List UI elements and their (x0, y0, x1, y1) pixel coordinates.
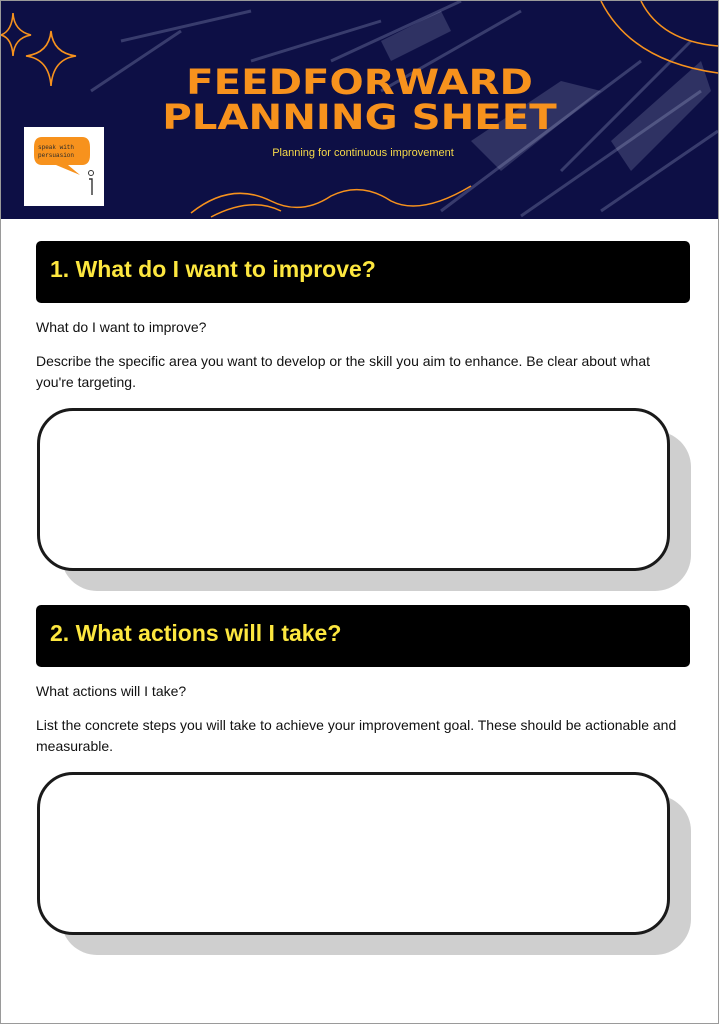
section-2-answer-box[interactable] (37, 772, 670, 935)
section-1-description: Describe the specific area you want to develop or the skill you aim to enhance. Be clear about what you're targeting. (36, 353, 651, 390)
logo-text-1: speak with (38, 144, 75, 151)
logo (24, 127, 104, 206)
header-banner (1, 1, 718, 219)
title-line-1: FEEDFORWARD (186, 63, 533, 103)
subtitle: Planning for continuous improvement (272, 147, 454, 159)
section-1-answer-box[interactable] (37, 408, 670, 571)
section-2-heading: 2. What actions will I take? (50, 620, 342, 646)
section-1-heading-bar (36, 241, 690, 303)
title-line-2: PLANNING SHEET (162, 98, 557, 138)
section-2-question: What actions will I take? (36, 683, 187, 699)
section-2-description: List the concrete steps you will take to achieve your improvement goal. These should be actionable and measurable. (36, 717, 677, 754)
logo-text-2: persuasion (38, 152, 75, 159)
section-1-heading: 1. What do I want to improve? (50, 256, 376, 282)
section-1-question: What do I want to improve? (36, 319, 207, 335)
section-2-heading-bar (36, 605, 690, 667)
